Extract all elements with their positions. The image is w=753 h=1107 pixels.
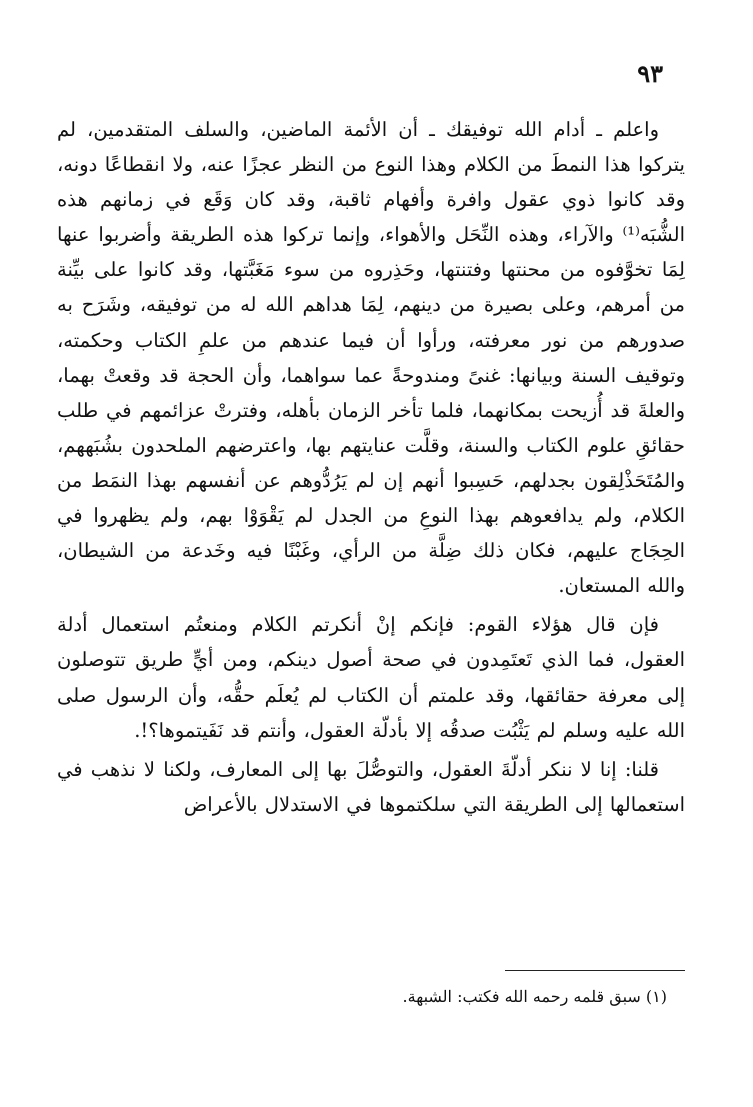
page-number: ٩٣ [637,59,663,88]
footnote-divider [505,970,685,971]
paragraph-2: فإن قال هؤلاء القوم: فإنكم إنْ أنكرتم الكلام ومنعتُم استعمال أدلة العقول، فما الذي تَعتَمِدون في صحة أصول دينكم، ومن أيٍّ طريق تتوصلون إلى معرفة حقائقها، وقد علمتم أن الكتاب لم يُعلَم حقُّه، وأن الرسول صلى الله عليه وسلم لم يَثْبُت صدقُه إلا بأدلّة العقول، وأنتم قد نَفَيتموها؟!. [57,613,685,742]
body-text [57,112,685,822]
paragraph-3: قلنا: إنا لا ننكر أدلّةَ العقول، والتوصُّلَ بها إلى المعارف، ولكنا لا نذهب في استعمالها إلى الطريقة التي سلكتموها في الاستدلال بالأعراض [57,757,685,816]
footnote: (١) سبق قلمه رحمه الله فكتب: الشبهة. [402,987,667,1006]
paragraph-1: واعلم ـ أدام الله توفيقك ـ أن الأئمة الماضين، والسلف المتقدمين، لم يتركوا هذا النمطَ من الكلام وهذا النوع من النظر عجزًا عنه، ولا انقطاعًا دونه، وقد كانوا ذوي عقول وافرة وأفهام ثاقبة، وقد كان وَقَع في زمانهم هذه الشُّبَه⁽¹⁾ والآراء، وهذه النِّحَل والأهواء، وإنما تركوا هذه الطريقة وأضربوا عنها لِمَا تخوَّفوه من محنتها وفتنتها، وحَذِروه من سوء مَغَبَّتها، وقد كانوا على بيِّنة من أمرهم، وعلى بصيرة من دينهم، لِمَا هداهم الله له من توفيقه، وشَرَح به صدورهم من نور معرفته، ورأوا أن فيما عندهم من علمِ الكتاب وحكمته، وتوقيف السنة وبيانها: غنىً ومندوحةً عما سواهما، وأن الحجة قد وقعتْ بهما، والعلةَ قد أُزيحت بمكانهما، فلما تأخر الزمان بأهله، وفترتْ عزائمهم في طلب حقائقِ علوم الكتاب والسنة، وقلَّت عنايتهم بها، واعترضهم الملحدون بشُبَههم، والمُتَحَذْلِقون بجدلهم، حَسِبوا أنهم إن لم يَرُدُّوهم عن أنفسهم بهذا النمَط من الكلام، ولم يدافعوهم بهذا النوعِ من الجدل لم يَقْوَوْا بهم، ولم يظهروا في الحِجَاج عليهم، فكان ذلك ضِلَّة من الرأي، وغَبْنًا فيه وخَدعة من الشيطان، والله المستعان. [57,118,685,598]
